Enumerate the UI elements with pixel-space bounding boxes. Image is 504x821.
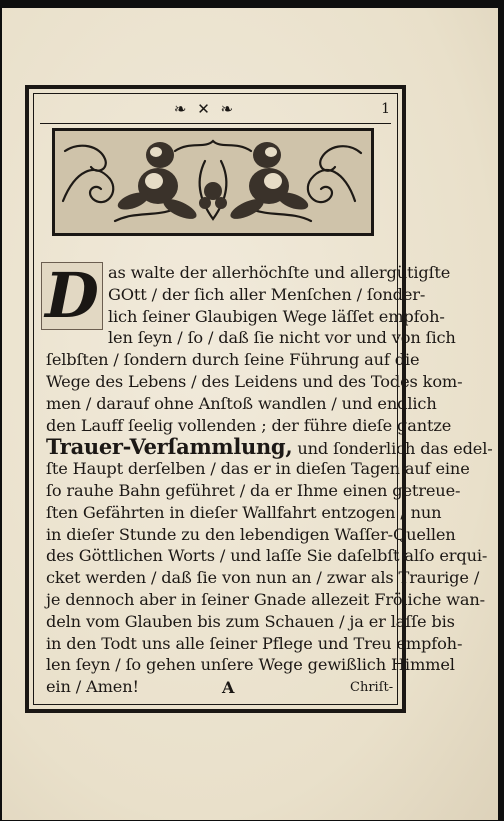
text-line: as walte der allerhöchſte und allergütigſte (108, 263, 451, 282)
text-line: cket werden / daß ſie von nun an / zwar als Traurige / (46, 568, 480, 588)
body-text (46, 262, 493, 698)
header-rule (40, 123, 391, 124)
text-line: des Göttlichen Worts / und laſſe Sie daſelbſt alſo erqui- (46, 546, 488, 566)
text-line: ſten Gefährten in dieſer Wallfahrt entzogen / nun (46, 502, 442, 522)
text-line: ſo rauhe Bahn geführet / da er Ihme einen getreue- (46, 480, 461, 500)
header-ornament: ❧ ✕ ❧ (173, 100, 237, 118)
text-line: ein / Amen! (46, 677, 139, 697)
text-line: in dieſer Stunde zu den lebendigen Waſſer-Quellen (46, 524, 456, 544)
initial-letter: D (45, 259, 99, 332)
text-line: len ſeyn / ſo gehen unſere Wege gewißlich Himmel (46, 655, 455, 675)
signature-mark: A (222, 678, 235, 697)
text-line: ſelbſten / ſondern durch ſeine Führung auf die (46, 350, 420, 370)
text-line: je dennoch aber in ſeiner Gnade allezeit Fröliche wan- (46, 589, 485, 609)
text-line: in den Todt uns alle ſeiner Pflege und Treu empfoh- (46, 633, 463, 653)
text-line: Wege des Lebens / des Leidens und des Todes kom- (46, 371, 463, 391)
text-line: deln vom Glauben bis zum Schauen / ja er laſſe bis (46, 611, 455, 631)
text-line: men / darauf ohne Anſtoß wandlen / und endlich (46, 393, 437, 413)
text-line: len ſeyn / ſo / daß ſie nicht vor und von ſich (108, 328, 456, 348)
putti-with-foliage-woodcut-icon (52, 128, 374, 236)
page-number: 1 (381, 101, 390, 117)
catchword: Chriſt- (350, 680, 394, 695)
text-line-rest: und ſonderlich das edel- (292, 439, 493, 459)
text-line: GOtt / der ſich aller Menſchen / ſonder- (108, 284, 426, 304)
text-line: lich ſeiner Glaubigen Wege läſſet empfoh- (108, 306, 445, 326)
emphasized-phrase: Trauer-Verſammlung, (46, 434, 293, 460)
text-line-emphasis (46, 434, 493, 460)
text-line: den Lauff ſeelig vollenden ; der führe dieſe gantze (46, 415, 452, 435)
text-line: ſte Haupt derſelben / das er in dieſen Tagen auf eine (46, 459, 470, 479)
